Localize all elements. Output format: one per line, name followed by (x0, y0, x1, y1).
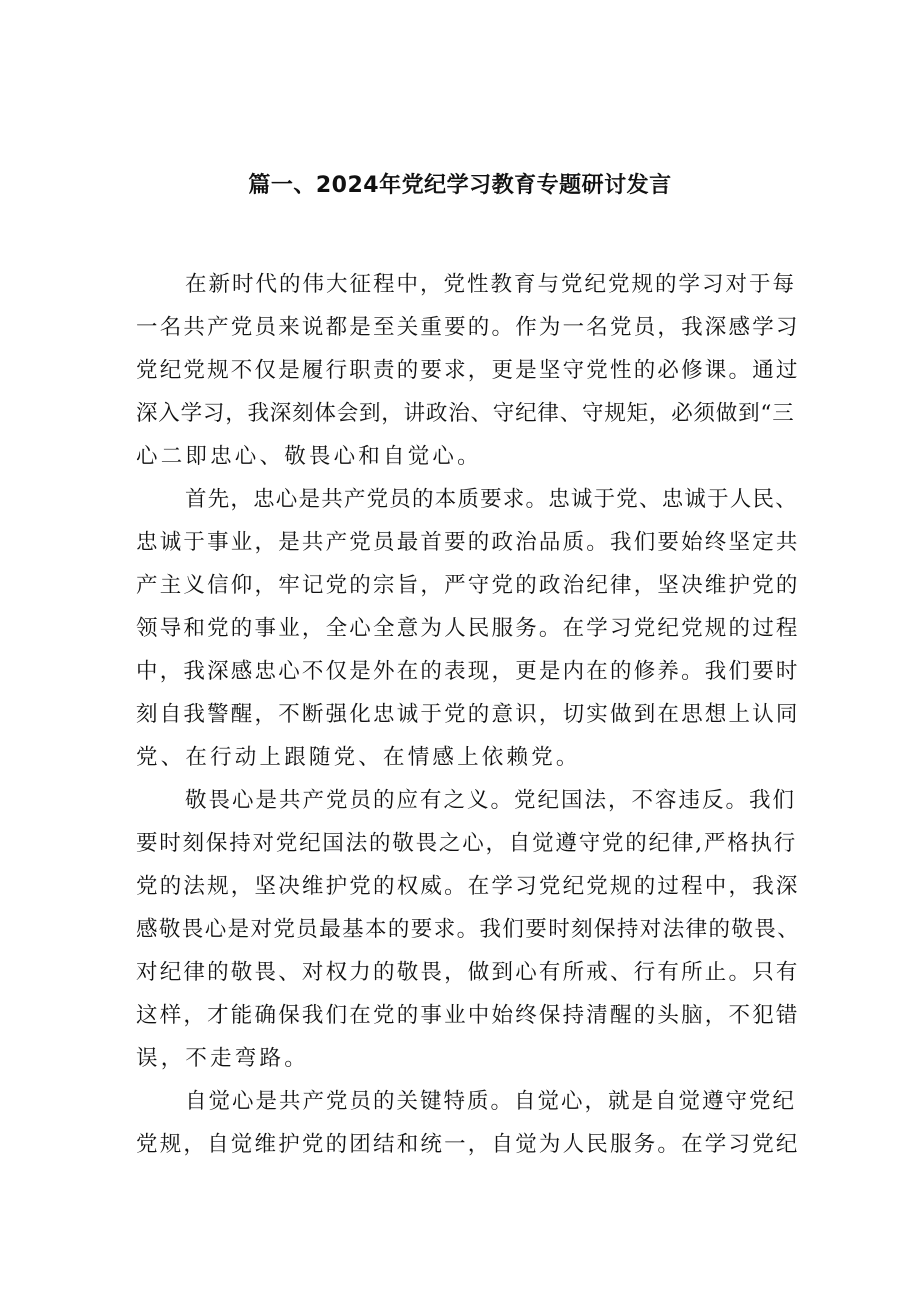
paragraph-1-line-3: 党纪党规不仅是履行职责的要求，更是坚守党性的必修课。通过 (136, 358, 800, 383)
document-title: 篇一、2024年党纪学习教育专题研讨发言 (248, 173, 672, 198)
paragraph-2-line-3: 产主义信仰，牢记党的宗旨，严守党的政治纪律，坚决维护党的 (136, 573, 800, 598)
paragraph-3-line-3: 党的法规，坚决维护党的权威。在学习党纪党规的过程中，我深 (136, 874, 800, 899)
paragraph-3-line-6: 这样，才能确保我们在党的事业中始终保持清醒的头脑，不犯错 (136, 1003, 800, 1028)
paragraph-2-line-5: 中，我深感忠心不仅是外在的表现，更是内在的修养。我们要时 (136, 659, 800, 684)
paragraph-3-line-2: 要时刻保持对党纪国法的敬畏之心，自觉遵守党的纪律,严格执行 (136, 831, 798, 856)
paragraph-3-line-5: 对纪律的敬畏、对权力的敬畏，做到心有所戒、行有所止。只有 (136, 960, 800, 985)
paragraph-3-line-1: 敬畏心是共产党员的应有之义。党纪国法，不容违反。我们 (185, 788, 797, 813)
paragraph-2-line-4: 领导和党的事业，全心全意为人民服务。在学习党纪党规的过程 (136, 616, 800, 641)
paragraph-2-line-7: 党、在行动上跟随党、在情感上依赖党。 (136, 745, 581, 770)
paragraph-2-line-6: 刻自我警醒，不断强化忠诚于党的意识，切实做到在思想上认同 (136, 702, 800, 727)
paragraph-4-line-1: 自觉心是共产党员的关键特质。自觉心，就是自觉遵守党纪 (185, 1089, 797, 1114)
paragraph-3-line-4: 感敬畏心是对党员最基本的要求。我们要时刻保持对法律的敬畏、 (136, 917, 801, 942)
paragraph-2-line-1: 首先，忠心是共产党员的本质要求。忠诚于党、忠诚于人民、 (185, 487, 798, 512)
paragraph-1-line-5: 心二即忠心、敬畏心和自觉心。 (136, 444, 482, 469)
paragraph-1-line-2: 一名共产党员来说都是至关重要的。作为一名党员，我深感学习 (136, 315, 800, 340)
paragraph-3-line-7: 误，不走弯路。 (136, 1046, 309, 1071)
paragraph-1-line-4: 深入学习，我深刻体会到，讲政治、守纪律、守规矩，必须做到“三 (136, 401, 795, 426)
paragraph-1-line-1: 在新时代的伟大征程中，党性教育与党纪党规的学习对于每 (185, 272, 797, 297)
paragraph-2-line-2: 忠诚于事业，是共产党员最首要的政治品质。我们要始终坚定共 (136, 530, 800, 555)
paragraph-4-line-2: 党规，自觉维护党的团结和统一，自觉为人民服务。在学习党纪 (136, 1132, 800, 1157)
